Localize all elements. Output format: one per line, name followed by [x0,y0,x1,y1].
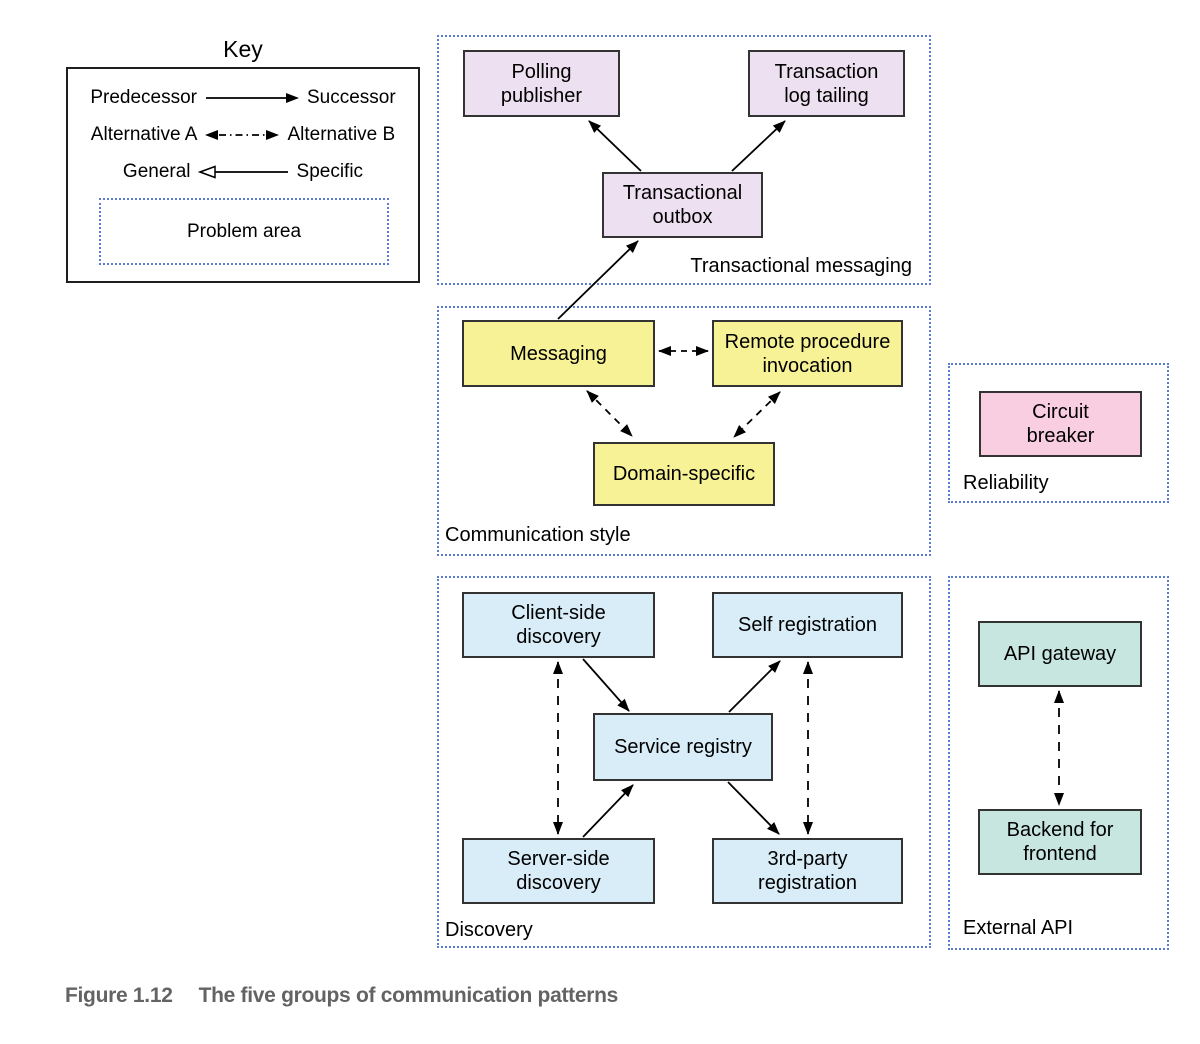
figure-caption-text: The five groups of communication patterns [198,984,618,1007]
problem-area-label: Problem area [186,220,302,242]
node-transactional-outbox [602,172,763,238]
legend-row-alternatives [68,123,418,147]
legend-predecessor-label: Predecessor [90,87,197,108]
node-domain-specific [593,442,775,506]
key-title: Key [223,36,263,62]
node-self-registration [712,592,903,658]
node-polling-publisher [463,50,620,117]
node-api-gateway [978,621,1142,687]
legend-row-general-specific [68,160,418,184]
node-circuit-breaker [979,391,1142,457]
legend-general-label: General [122,161,191,182]
area-label-reliability: Reliability [963,472,1049,494]
node-client-side-discovery [462,592,655,658]
legend-alternative-a-label: Alternative A [90,124,198,145]
node-label: Messaging [510,342,607,365]
node-messaging [462,320,655,387]
node-label: 3rd-party registration [758,848,857,894]
key-box [66,67,420,283]
node-label: Domain-specific [612,463,756,485]
key-legend-rows [68,69,418,184]
node-transaction-log-tailing [748,50,905,117]
legend-successor-label: Successor [306,87,396,108]
figure-caption-number: Figure 1.12 [65,984,173,1007]
node-label: Transactional outbox [622,182,743,228]
area-label-discovery: Discovery [445,919,533,941]
dash-dot-double-arrow-icon [204,129,280,141]
node-label: API gateway [1003,643,1117,665]
problem-area-key-box [99,198,389,265]
node-label: Circuit breaker [1026,401,1095,447]
area-label-communication-style: Communication style [445,524,631,546]
legend-alternative-b-label: Alternative B [287,124,396,145]
generalization-arrow-icon [198,165,290,179]
solid-arrow-icon [204,92,300,104]
legend-row-predecessor-successor [68,86,418,110]
node-label: Server-side discovery [507,848,610,894]
area-label-transactional-messaging: Transactional messaging [690,255,912,277]
node-label: Self registration [738,614,877,636]
figure-caption [65,984,618,1008]
area-label-external-api: External API [963,917,1074,939]
node-third-party-registration [712,838,903,904]
legend-specific-label: Specific [296,161,364,182]
node-label: Remote procedure invocation [724,330,891,377]
node-label: Polling publisher [500,60,583,107]
node-server-side-discovery [462,838,655,904]
node-label: Service registry [614,736,752,758]
node-service-registry [593,713,773,781]
node-remote-procedure-invocation [712,320,903,387]
node-backend-for-frontend [978,809,1142,875]
node-label: Backend for frontend [1006,819,1114,865]
node-label: Transaction log tailing [774,60,879,107]
node-label: Client-side discovery [511,602,606,648]
